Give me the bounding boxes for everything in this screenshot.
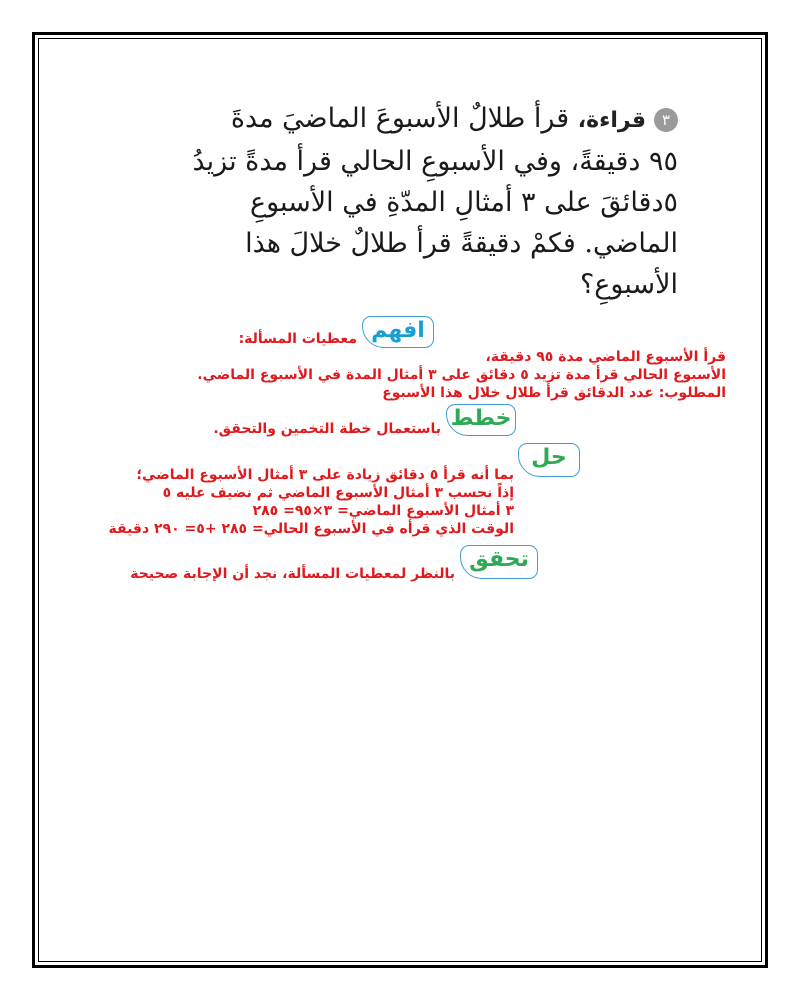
problem-text-line: قرأ طلالٌ الأسبوعَ الماضيَ مدةَ <box>230 103 570 134</box>
solve-result-line: الوقت الذي قرأه في الأسبوع الحالي= ٢٨٥ +٥= ٢٩٠ دقيقة <box>108 521 514 537</box>
problem-text-line: ٩٥ دقيقةً، وفي الأسبوعِ الحالي قرأ مدةً تزيدُ <box>192 146 678 177</box>
solve-line: إذاً نحسب ٣ أمثال الأسبوع الماضي ثم نضيف عليه ٥ <box>162 485 514 501</box>
problem-statement <box>118 98 678 305</box>
solve-badge: حل <box>518 443 580 477</box>
understand-title: معطيات المسألة: <box>238 331 357 347</box>
plan-text: باستعمال خطة التخمين والتحقق. <box>213 421 441 437</box>
problem-line-1 <box>118 98 678 141</box>
problem-text-line: الأسبوعِ؟ <box>579 269 678 300</box>
plan-badge: خطط <box>446 404 516 436</box>
understand-given-line: قرأ الأسبوع الماضي مدة ٩٥ دقيقة، <box>485 349 726 365</box>
check-text: بالنظر لمعطيات المسألة، نجد أن الإجابة صحيحة <box>130 566 455 582</box>
problem-text-line: ٥دقائقَ على ٣ أمثالِ المدّةِ في الأسبوعِ <box>249 187 678 218</box>
check-badge: تحقق <box>460 545 538 579</box>
solve-line: ٣ أمثال الأسبوع الماضي= ٣×٩٥= ٢٨٥ <box>252 503 514 519</box>
understand-required-line: المطلوب: عدد الدقائق قرأ طلال خلال هذا الأسبوع <box>382 385 726 401</box>
problem-number-badge: ٣ <box>654 108 678 132</box>
problem-text-line: الماضي. فكمْ دقيقةً قرأ طلالٌ خلالَ هذا <box>245 228 678 259</box>
solve-line: بما أنه قرأ ٥ دقائق زيادة على ٣ أمثال الأسبوع الماضي؛ <box>136 467 514 483</box>
understand-given-line: الأسبوع الحالي قرأ مدة تزيد ٥ دقائق على ٣ أمثال المدة في الأسبوع الماضي. <box>197 367 726 383</box>
understand-badge: افهم <box>362 316 434 348</box>
problem-label: قراءة، <box>577 108 646 133</box>
